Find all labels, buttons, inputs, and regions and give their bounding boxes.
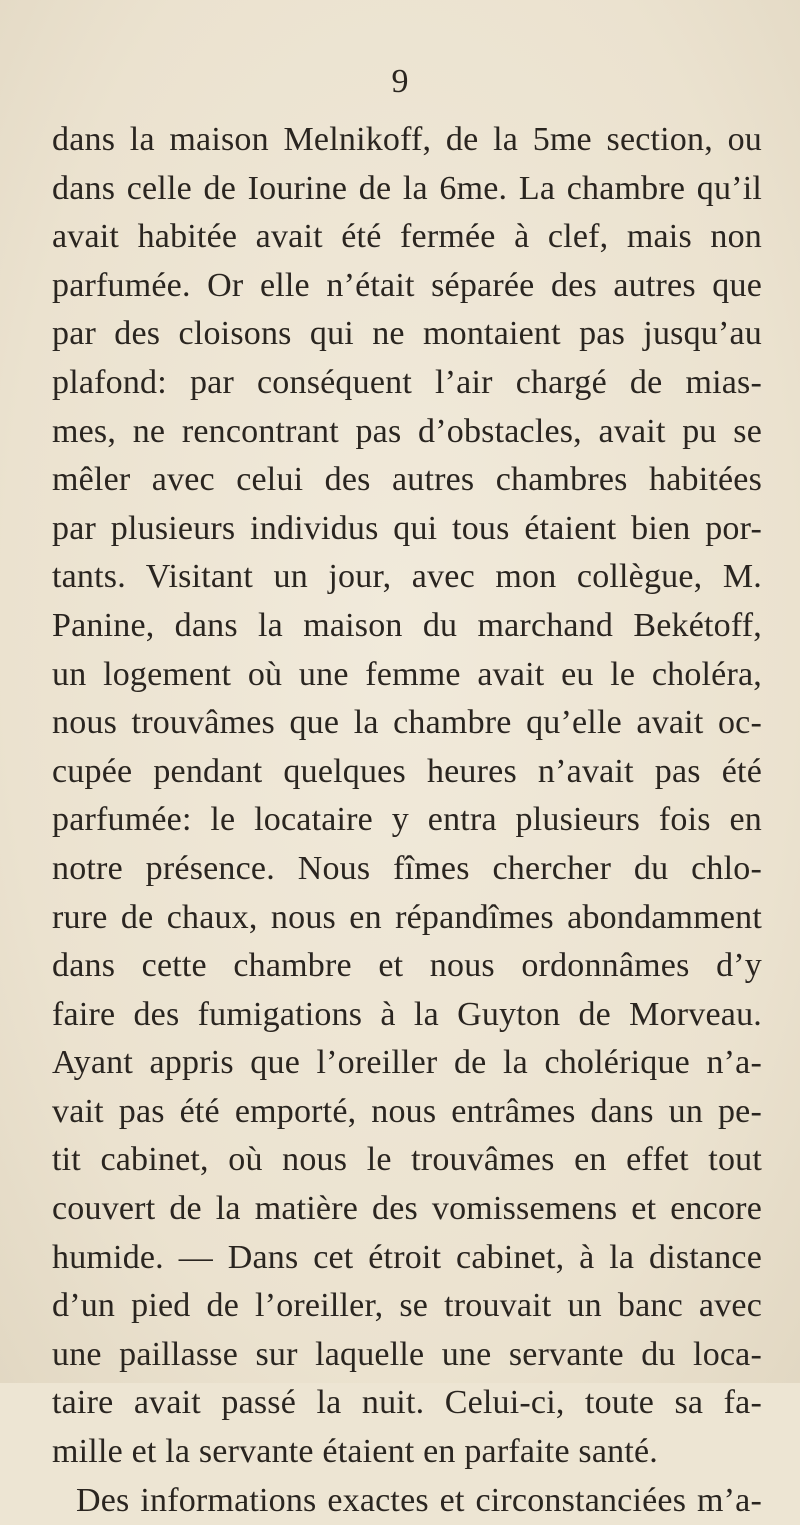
text-line: rure de chaux, nous en répandîmes abondamment: [52, 898, 762, 936]
text-line: un logement où une femme avait eu le choléra,: [52, 655, 762, 693]
text-line: faire des fumigations à la Guyton de Morveau.: [52, 995, 762, 1033]
text-line: d’un pied de l’oreiller, se trouvait un banc avec: [52, 1287, 762, 1325]
text-line: parfumée. Or elle n’était séparée des autres que: [52, 266, 762, 304]
text-line: par plusieurs individus qui tous étaient bien por-: [52, 509, 762, 547]
text-line: tants. Visitant un jour, avec mon collègue, M.: [52, 558, 762, 596]
text-line: notre présence. Nous fîmes chercher du chlo-: [52, 849, 762, 887]
text-line: par des cloisons qui ne montaient pas jusqu’au: [52, 315, 762, 353]
text-line: une paillasse sur laquelle une servante du loca-: [52, 1335, 762, 1373]
text-line: plafond: par conséquent l’air chargé de mias-: [52, 363, 762, 401]
text-line: tit cabinet, où nous le trouvâmes en effet tout: [52, 1141, 762, 1179]
text-line: mêler avec celui des autres chambres habitées: [52, 461, 762, 499]
text-line: dans celle de Iourine de la 6me. La chambre qu’il: [52, 169, 762, 207]
text-line: vait pas été emporté, nous entrâmes dans un pe-: [52, 1092, 762, 1130]
text-line: avait habitée avait été fermée à clef, mais non: [52, 218, 762, 256]
text-line: couvert de la matière des vomissemens et encore: [52, 1190, 762, 1228]
body-text: [52, 116, 762, 1525]
text-line: dans cette chambre et nous ordonnâmes d’y: [52, 947, 762, 985]
text-line: parfumée: le locataire y entra plusieurs fois en: [52, 801, 762, 839]
text-line: cupée pendant quelques heures n’avait pas été: [52, 752, 762, 790]
text-line: humide. — Dans cet étroit cabinet, à la distance: [52, 1238, 762, 1276]
text-line: dans la maison Melnikoff, de la 5me section, ou: [52, 121, 762, 158]
text-line: mes, ne rencontrant pas d’obstacles, avait pu se: [52, 412, 762, 450]
text-line: taire avait passé la nuit. Celui-ci, toute sa fa-: [52, 1384, 762, 1422]
text-line: Panine, dans la maison du marchand Bekétoff,: [52, 606, 762, 644]
page-number: 9: [391, 63, 409, 100]
text-line: nous trouvâmes que la chambre qu’elle avait oc-: [52, 704, 762, 742]
text-line: Ayant appris que l’oreiller de la cholérique n’a-: [52, 1044, 762, 1082]
text-line: mille et la servante étaient en parfaite santé.: [52, 1433, 658, 1471]
text-line: Des informations exactes et circonstanciées m’a-: [76, 1481, 762, 1519]
